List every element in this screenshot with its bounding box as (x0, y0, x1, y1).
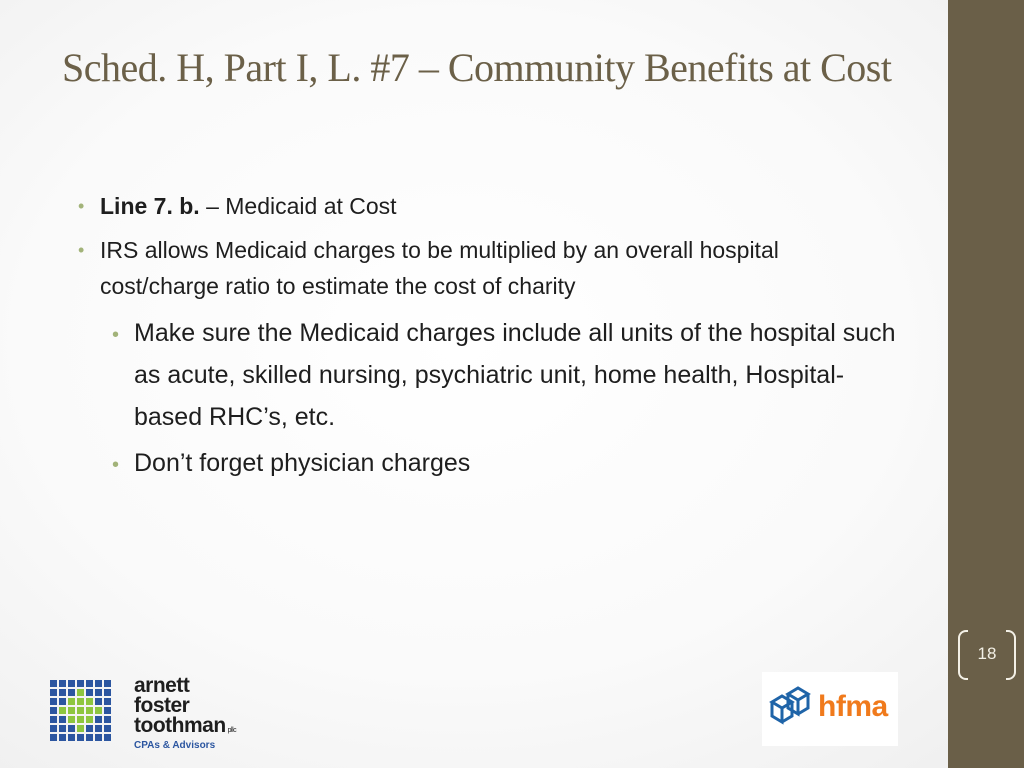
bullet-line-7b (78, 188, 898, 224)
arnett-grid-mark-icon (50, 680, 116, 742)
hfma-logo (762, 672, 898, 746)
arnett-foster-toothman-logo (50, 676, 290, 756)
arnett-tagline: CPAs & Advisors (134, 740, 216, 751)
sub-bullet-units (112, 312, 898, 438)
sub-bullet-text: Make sure the Medicaid charges include all units of the hospital such as acute, skilled nursing, psychiatric unit, home health, Hospital-based RHC’s, etc. (134, 319, 896, 431)
bullet-bold-label: Line 7. b. (100, 193, 200, 219)
arnett-wordmark: arnett foster toothman pllc (134, 674, 237, 737)
sub-bullet-text: Don’t forget physician charges (134, 449, 471, 477)
bullet-dot-icon: • (78, 240, 85, 260)
bullet-dot-icon: • (112, 324, 120, 346)
bullet-dot-icon: • (78, 196, 85, 216)
page-number-badge (958, 630, 1016, 680)
bullet-text: – Medicaid at Cost (199, 193, 397, 219)
slide-content (78, 188, 898, 488)
sub-bullet-physician (112, 442, 898, 484)
bullet-dot-icon: • (112, 454, 120, 476)
hfma-wordmark: hfma (818, 690, 888, 723)
bullet-text: IRS allows Medicaid charges to be multiplied by an overall hospital cost/charge ratio to estimate the cost of charity (100, 237, 779, 299)
slide-title: Sched. H, Part I, L. #7 – Community Benefits at Cost (62, 45, 892, 90)
page-number: 18 (977, 644, 997, 663)
bullet-irs-ratio (78, 232, 898, 304)
hfma-cube-mark-icon (768, 686, 814, 730)
